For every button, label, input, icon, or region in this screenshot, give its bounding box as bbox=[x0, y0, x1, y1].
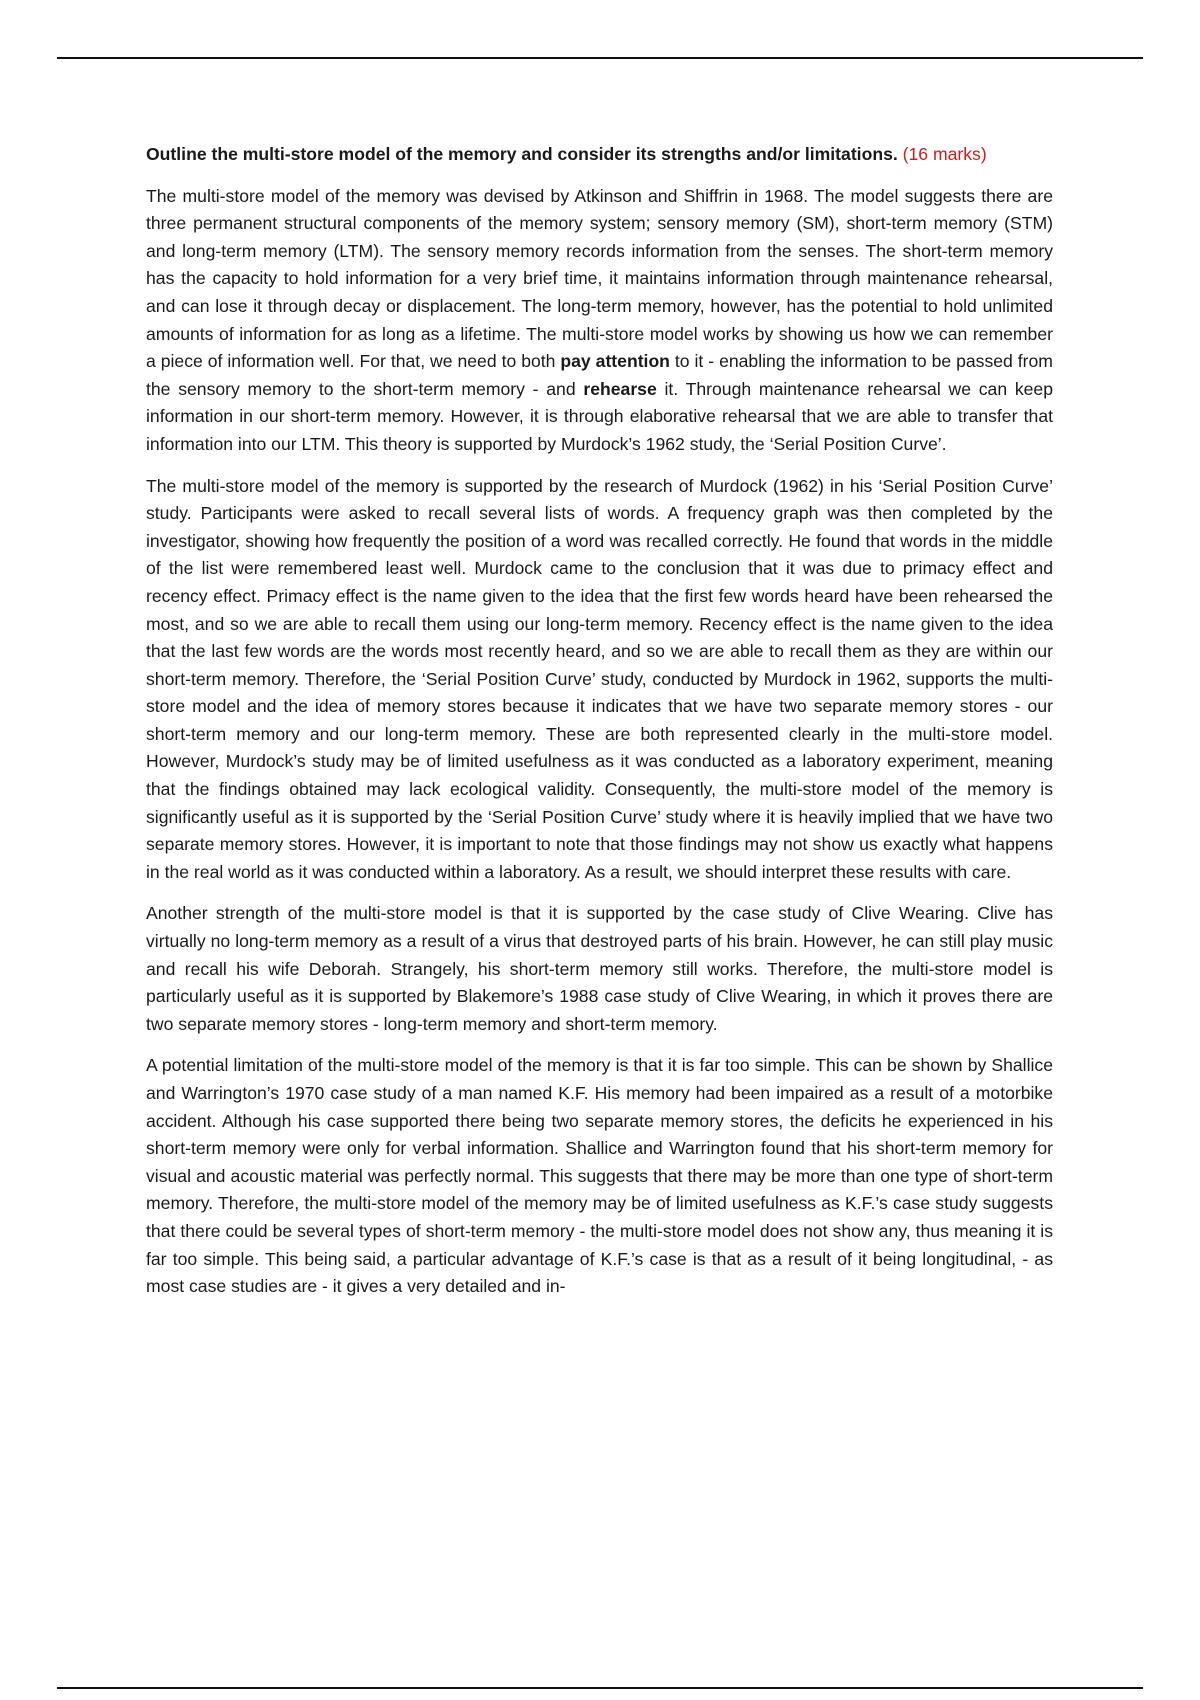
bottom-rule bbox=[57, 1687, 1143, 1689]
bold-pay-attention: pay attention bbox=[560, 351, 670, 372]
paragraph-1-text-b: to it - enabling the information to be passed from the sensory memory to the short-term memory - and bbox=[146, 351, 1053, 399]
paragraph-4: A potential limitation of the multi-store model of the memory is that it is far too simple. This can be shown by Shallice and Warrington’s 1970 case study of a man named K.F. His memory had been impaired as a result of a motorbike accident. Although his case supported there being two separate memory stores, the deficits he experienced in his short-term memory were only for verbal information. Shallice and Warrington found that his short-term memory for visual and acoustic material was perfectly normal. This suggests that there may be more than one type of short-term memory. Therefore, the multi-store model of the memory may be of limited usefulness as K.F.’s case study suggests that there could be several types of short-term memory - the multi-store model does not show any, thus meaning it is far too simple. This being said, a particular advantage of K.F.’s case is that as a result of it being longitudinal, - as most case studies are - it gives a very detailed and in- bbox=[146, 1055, 1053, 1297]
top-rule bbox=[57, 57, 1143, 59]
paragraph-1-text-a: The multi-store model of the memory was devised by Atkinson and Shiffrin in 1968. The model suggests there are three permanent structural components of the memory system; sensory memory (SM), short-term memory (STM) and long-term memory (LTM). The sensory memory records information from the senses. The short-term memory has the capacity to hold information for a very brief time, it maintains information through maintenance rehearsal, and can lose it through decay or displacement. The long-term memory, however, has the potential to hold unlimited amounts of information for as long as a lifetime. The multi-store model works by showing us how we can remember a piece of information well. For that, we need to both bbox=[146, 185, 1053, 372]
document-body bbox=[146, 141, 1053, 1315]
bold-rehearse: rehearse bbox=[583, 378, 657, 399]
paragraph-2: The multi-store model of the memory is supported by the research of Murdock (1962) in his ‘Serial Position Curve’ study. Participants were asked to recall several lists of words. A frequency graph was then completed by the investigator, showing how frequently the position of a word was recalled correctly. He found that words in the middle of the list were remembered least well. Murdock came to the conclusion that it was due to primacy effect and recency effect. Primacy effect is the name given to the idea that the first few words heard have been rehearsed the most, and so we are able to recall them using our long-term memory. Recency effect is the name given to the idea that the last few words are the words most recently heard, and so we are able to recall them as they are within our short-term memory. Therefore, the ‘Serial Position Curve’ study, conducted by Murdock in 1962, supports the multi-store model and the idea of memory stores because it indicates that we have two separate memory stores - our short-term memory and our long-term memory. These are both represented clearly in the multi-store model. However, Murdock’s study may be of limited usefulness as it was conducted as a laboratory experiment, meaning that the findings obtained may lack ecological validity. Consequently, the multi-store model of the memory is significantly useful as it is supported by the ‘Serial Position Curve’ study where it is heavily implied that we have two separate memory stores. However, it is important to note that those findings may not show us exactly what happens in the real world as it was conducted within a laboratory. As a result, we should interpret these results with care. bbox=[146, 475, 1053, 882]
paragraph-1 bbox=[146, 183, 1053, 459]
question-marks: (16 marks) bbox=[902, 144, 987, 164]
question-text: Outline the multi-store model of the memory and consider its strengths and/or limitations. bbox=[146, 144, 898, 164]
essay-question bbox=[146, 141, 1053, 169]
paragraph-1-text-c: it. Through maintenance rehearsal we can keep information in our short-term memory. However, it is through elaborative rehearsal that we are able to transfer that information into our LTM. This theory is supported by Murdock’s 1962 study, the ‘Serial Position Curve’. bbox=[146, 378, 1054, 454]
paragraph-3: Another strength of the multi-store model is that it is supported by the case study of Clive Wearing. Clive has virtually no long-term memory as a result of a virus that destroyed parts of his brain. However, he can still play music and recall his wife Deborah. Strangely, his short-term memory still works. Therefore, the multi-store model is particularly useful as it is supported by Blakemore’s 1988 case study of Clive Wearing, in which it proves there are two separate memory stores - long-term memory and short-term memory. bbox=[146, 903, 1053, 1034]
